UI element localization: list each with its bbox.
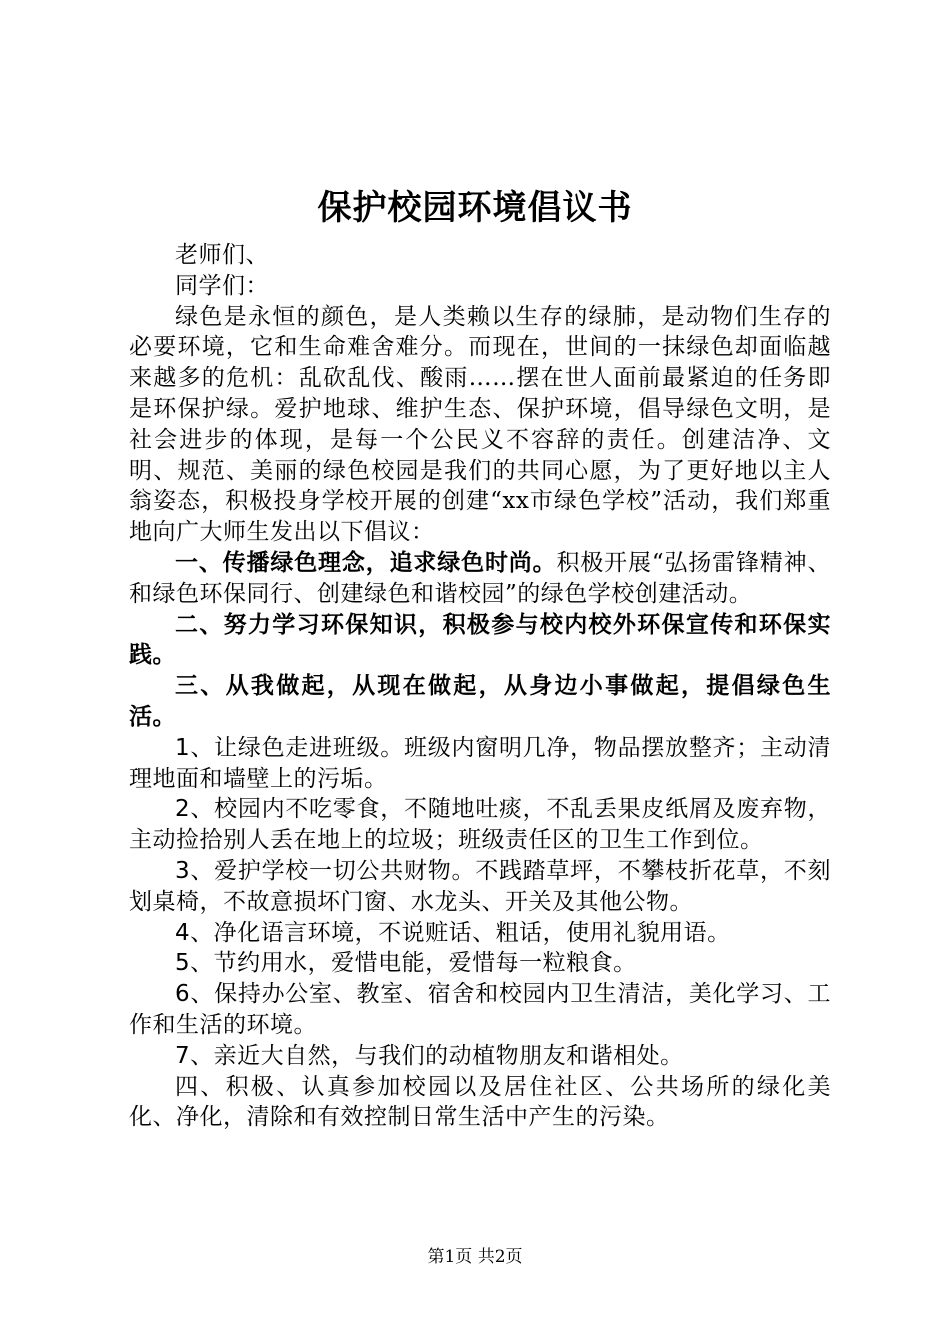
item-2: 2、校园内不吃零食，不随地吐痰，不乱丢果皮纸屑及废弃物，主动捡拾别人丢在地上的垃圾；班级责任区的卫生工作到位。 (129, 796, 831, 854)
proposal-1-heading: 一、传播绿色理念，追求绿色时尚。 (175, 549, 557, 576)
document-body (129, 240, 831, 1133)
item-5: 5、节约用水，爱惜电能，爱惜每一粒粮食。 (175, 950, 637, 977)
proposal-4: 四、积极、认真参加校园以及居住社区、公共场所的绿化美化、净化，清除和有效控制日常生活中产生的污染。 (129, 1073, 831, 1131)
intro-paragraph: 绿色是永恒的颜色，是人类赖以生存的绿肺，是动物们生存的必要环境，它和生命难舍难分。而现在，世间的一抹绿色却面临越来越多的危机：乱砍乱伐、酸雨……摆在世人面前最紧迫的任务即是环保护绿。爱护地球、维护生态、保护环境，倡导绿色文明，是社会进步的体现，是每一个公民义不容辞的责任。创建洁净、文明、规范、美丽的绿色校园是我们的共同心愿，为了更好地以主人翁姿态，积极投身学校开展的创建“xx市绿色学校”活动，我们郑重地向广大师生发出以下倡议： (129, 303, 831, 546)
item-3-heading: 3、爱护学校一切公共财物。 (175, 857, 476, 884)
document-title: 保护校园环境倡议书 (317, 188, 633, 228)
proposal-1-text: 积极开展“弘扬雷锋精神、和绿色环保同行、创建绿色和谐校园”的绿色学校创建活动。 (129, 549, 832, 607)
item-7: 7、亲近大自然，与我们的动植物朋友和谐相处。 (175, 1042, 684, 1069)
item-6: 6、保持办公室、教室、宿舍和校园内卫生清洁，美化学习、工作和生活的环境。 (129, 981, 831, 1038)
item-1 (129, 733, 831, 795)
proposal-3: 三、从我做起，从现在做起，从身边小事做起，提倡绿色生活。 (129, 673, 831, 730)
proposal-1 (129, 548, 831, 610)
page-footer: 第1页 共2页 (427, 1247, 523, 1267)
salutation-teachers: 老师们、 (175, 242, 269, 268)
item-1-text: 班级内窗明几净，物品摆放整齐；主动清理地面和墙壁上的污垢。 (129, 734, 832, 792)
proposal-2: 二、努力学习环保知识，积极参与校内校外环保宣传和环保实践。 (129, 611, 831, 669)
item-3-text: 不践踏草坪，不攀枝折花草，不刻划桌椅，不故意损坏门窗、水龙头、开关及其他公物。 (129, 857, 832, 915)
item-3 (129, 856, 831, 918)
item-1-heading: 1、让绿色走进班级。 (175, 734, 404, 761)
salutation-students: 同学们： (175, 272, 269, 299)
item-4: 4、净化语言环境，不说赃话、粗话，使用礼貌用语。 (175, 919, 731, 946)
